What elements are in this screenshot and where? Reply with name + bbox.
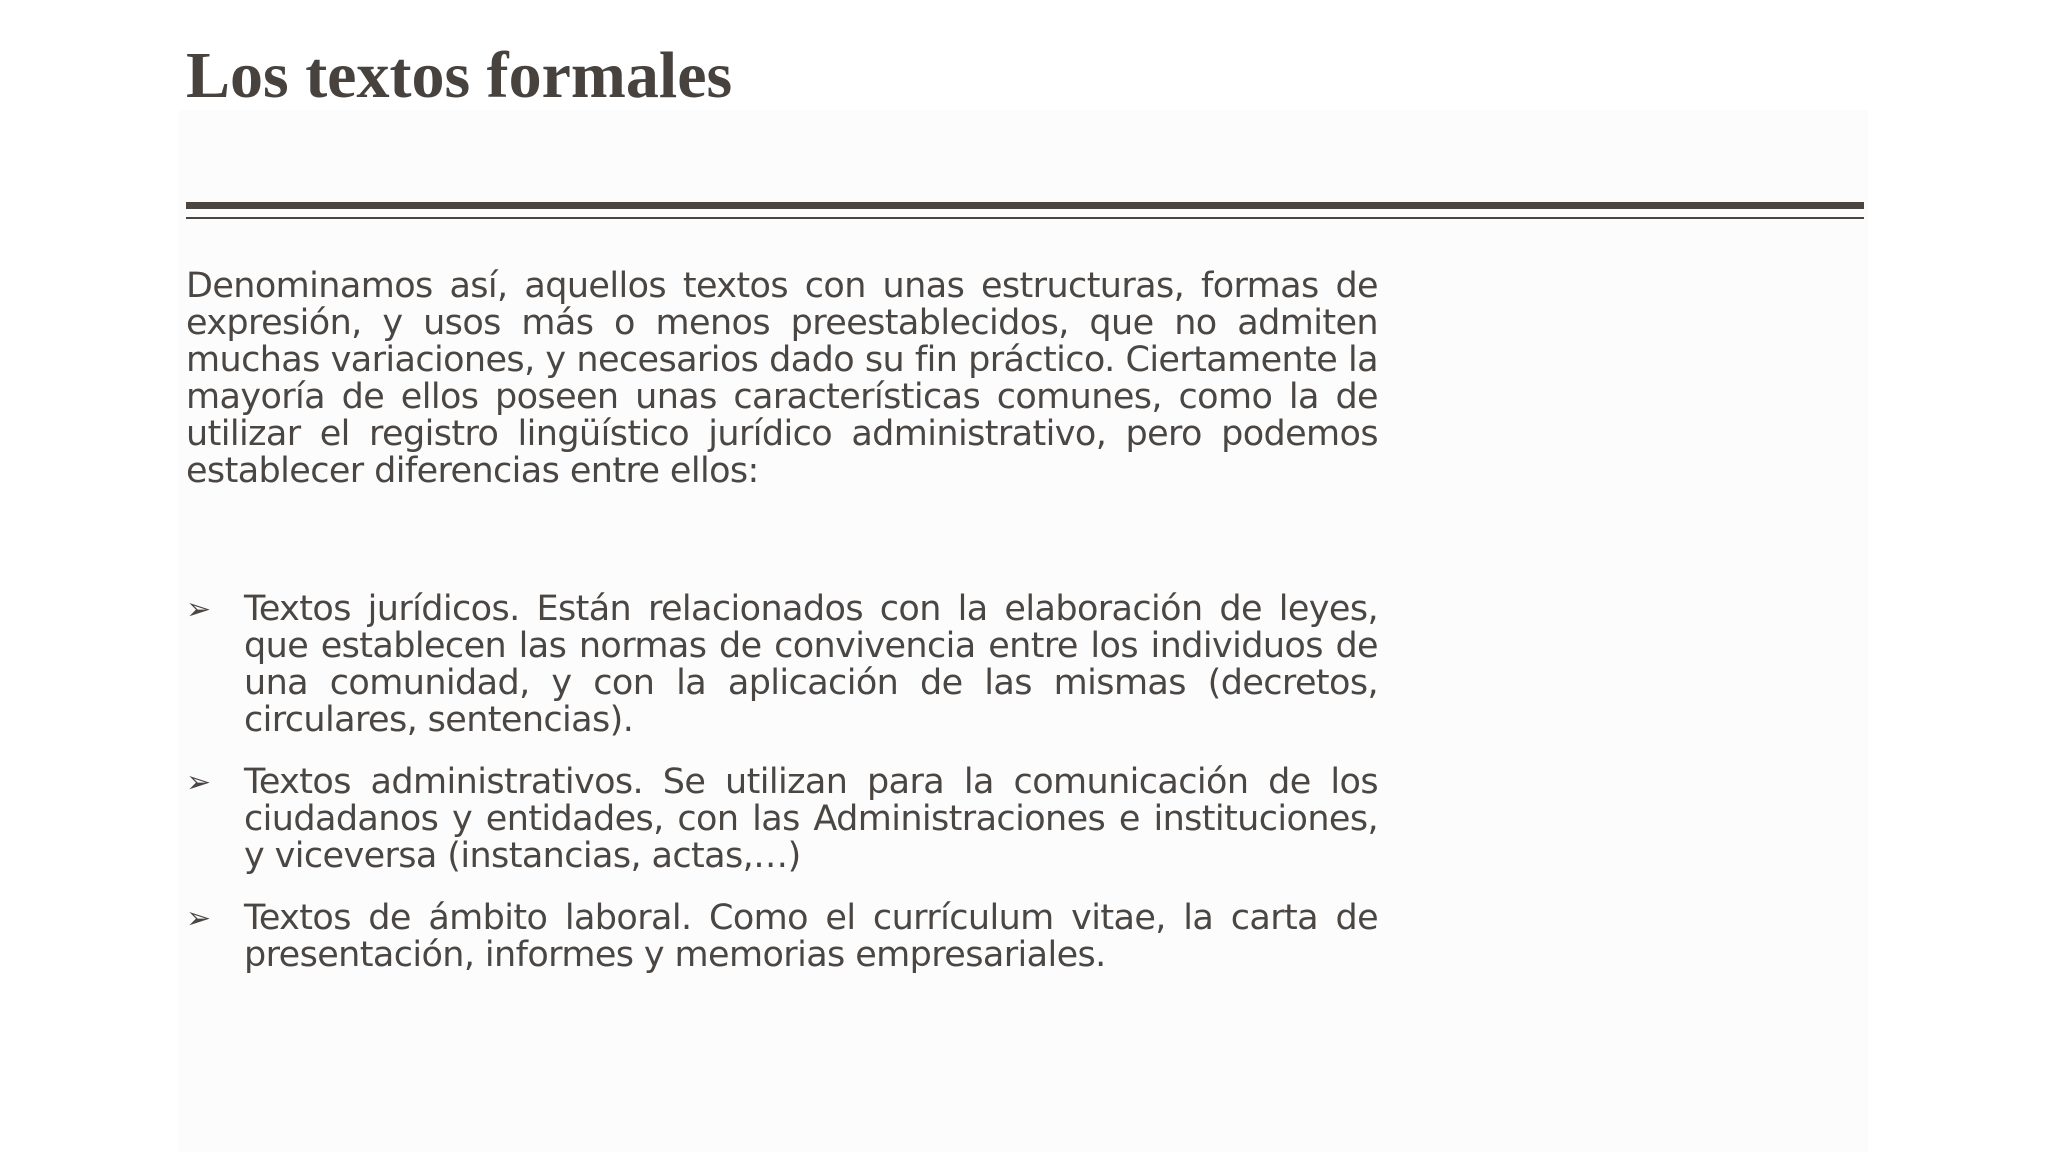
list-item <box>186 591 1378 739</box>
bullet-text: Textos de ámbito laboral. Como el currículum vitae, la carta de presentación, informes y memorias empresariales. <box>244 898 1378 975</box>
list-item <box>186 900 1378 974</box>
bullet-text: Textos jurídicos. Están relacionados con la elaboración de leyes, que establecen las normas de convivencia entre los individuos de una comunidad, y con la aplicación de las mismas (decretos, circulares, sentencias). <box>244 589 1378 740</box>
arrowhead-bullet-icon: ➢ <box>186 765 211 800</box>
slide-title: Los textos formales <box>186 39 733 112</box>
list-item <box>186 764 1378 875</box>
bullet-text: Textos administrativos. Se utilizan para la comunicación de los ciudadanos y entidades, con las Administraciones e instituciones, y viceversa (instancias, actas,…) <box>244 762 1378 876</box>
slide-body <box>186 268 1378 999</box>
title-divider-thin <box>186 217 1864 219</box>
title-divider-thick <box>186 202 1864 209</box>
intro-paragraph: Denominamos así, aquellos textos con unas estructuras, formas de expresión, y usos más o menos preestablecidos, que no admiten muchas variaciones, y necesarios dado su fin práctico. Ciertamente la mayoría de ellos poseen unas características comunes, como la de utilizar el registro lingüístico jurídico administrativo, pero podemos establecer diferencias entre ellos: <box>186 266 1378 491</box>
arrowhead-bullet-icon: ➢ <box>186 901 211 936</box>
arrowhead-bullet-icon: ➢ <box>186 592 211 627</box>
bullet-list <box>186 591 1378 974</box>
